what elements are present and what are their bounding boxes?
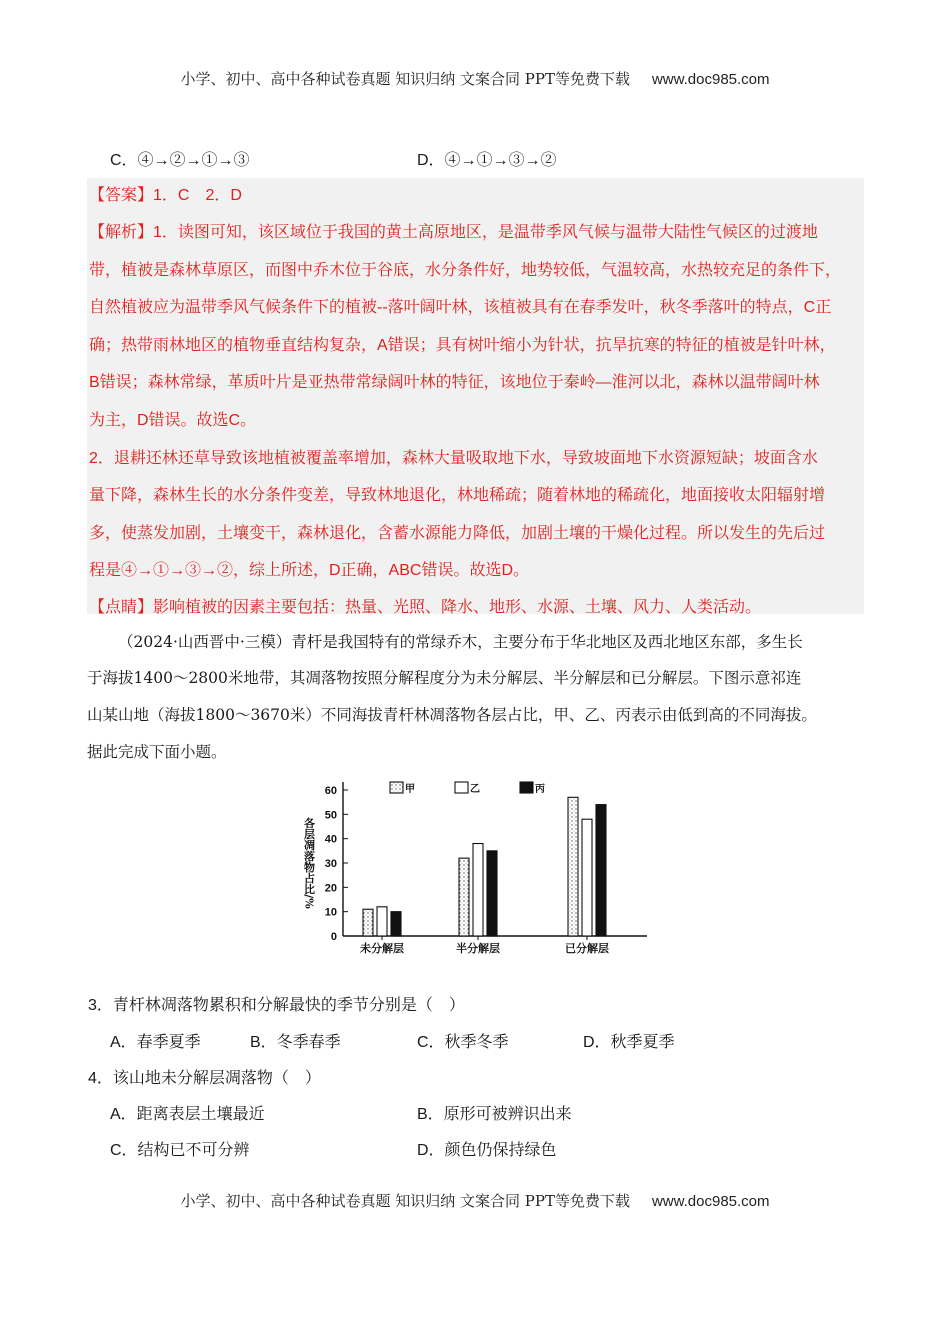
analysis-line: B错误；森林常绿，革质叶片是亚热带常绿阔叶林的特征，该地位于秦岭—淮河以北，森林以温带阔叶林 — [89, 374, 820, 391]
analysis-line: 【解析】1．读图可知，该区域位于我国的黄土高原地区，是温带季风气候与温带大陆性气候区的过渡地 — [89, 224, 818, 241]
page-footer — [0, 1190, 950, 1211]
question-4-option-d[interactable]: D．颜色仍保持绿色 — [417, 1142, 557, 1159]
bar-丙-半分解层 — [487, 851, 497, 936]
legend-swatch-甲 — [390, 782, 403, 793]
legend-swatch-丙 — [520, 782, 533, 793]
key-point-line: 【点睛】影响植被的因素主要包括：热量、光照、降水、地形、水源、土壤、风力、人类活动。 — [89, 599, 762, 616]
y-tick-label: 50 — [324, 809, 337, 822]
y-tick-label: 10 — [324, 906, 337, 919]
bar-甲-半分解层 — [459, 858, 469, 936]
footer-url[interactable]: www.doc985.com — [651, 1193, 770, 1210]
stem-line: （2024·山西晋中·三模）青杆是我国特有的常绿乔木，主要分布于华北地区及西北地区东部，多生长 — [118, 633, 803, 651]
litter-layer-chart — [295, 772, 655, 962]
question-3-option-b[interactable]: B．冬季春季 — [250, 1034, 341, 1051]
prev-option-d: D．④→①→③→② — [417, 152, 557, 169]
question-3-stem: 3．青杆林凋落物累积和分解最快的季节分别是（ ） — [88, 997, 465, 1014]
stem-line: 据此完成下面小题。 — [87, 743, 227, 761]
bar-乙-已分解层 — [582, 819, 592, 936]
question-4-option-a[interactable]: A．距离表层土壤最近 — [110, 1106, 265, 1123]
bar-甲-已分解层 — [568, 797, 578, 936]
question-3-option-c[interactable]: C．秋季冬季 — [417, 1034, 509, 1051]
bar-乙-未分解层 — [377, 907, 387, 936]
y-tick-label: 40 — [324, 833, 337, 846]
bar-丙-已分解层 — [596, 805, 606, 936]
y-axis-label: 各层凋落物占比/% — [302, 817, 316, 909]
question-4-option-b[interactable]: B．原形可被辨识出来 — [417, 1106, 572, 1123]
stem-line: 山某山地（海拔1800～3670米）不同海拔青杆林凋落物各层占比，甲、乙、丙表示由低到高的不同海拔。 — [87, 706, 817, 724]
bar-丙-未分解层 — [391, 912, 401, 936]
bar-甲-未分解层 — [363, 909, 373, 936]
answer-box — [87, 178, 864, 614]
question-4-stem: 4．该山地未分解层凋落物（ ） — [88, 1070, 321, 1087]
analysis-line: 量下降，森林生长的水分条件变差，导致林地退化，林地稀疏；随着林地的稀疏化，地面接收太阳辐射增 — [89, 487, 826, 504]
answer-line: 【答案】1．C 2．D — [89, 187, 242, 204]
prev-option-c: C．④→②→①→③ — [110, 152, 250, 169]
legend-swatch-乙 — [455, 782, 468, 793]
page-header — [0, 68, 950, 89]
y-tick-label: 20 — [324, 882, 337, 895]
analysis-line: 为主，D错误。故选C。 — [89, 412, 257, 429]
header-text: 小学、初中、高中各种试卷真题 知识归纳 文案合同 PPT等免费下载 — [180, 70, 630, 88]
question-3-option-a[interactable]: A．春季夏季 — [110, 1034, 201, 1051]
analysis-line: 多，使蒸发加剧，土壤变干，森林退化，含蓄水源能力降低，加剧土壤的干燥化过程。所以发生的先后过 — [89, 525, 826, 542]
analysis-line: 确；热带雨林地区的植物垂直结构复杂，A错误；具有树叶缩小为针状，抗旱抗寒的特征的植被是针叶林， — [89, 337, 836, 354]
legend-label-甲: 甲 — [405, 784, 415, 795]
y-tick-label: 0 — [330, 931, 337, 943]
x-tick-label: 未分解层 — [360, 942, 404, 955]
bar-乙-半分解层 — [473, 844, 483, 936]
analysis-line: 自然植被应为温带季风气候条件下的植被--落叶阔叶林，该植被具有在春季发叶，秋冬季落叶的特点，C正 — [89, 299, 832, 316]
y-tick-label: 30 — [324, 858, 337, 870]
analysis-line: 程是④→①→③→②，综上所述，D正确，ABC错误。故选D。 — [89, 562, 530, 579]
legend-label-乙: 乙 — [470, 784, 480, 795]
x-tick-label: 已分解层 — [565, 942, 609, 955]
analysis-line: 2．退耕还林还草导致该地植被覆盖率增加，森林大量吸取地下水，导致坡面地下水资源短缺；坡面含水 — [89, 450, 818, 467]
legend-label-丙: 丙 — [535, 784, 545, 795]
y-tick-label: 60 — [324, 785, 337, 797]
stem-line: 于海拔1400～2800米地带，其凋落物按照分解程度分为未分解层、半分解层和已分解层。下图示意祁连 — [87, 669, 802, 687]
analysis-line: 带，植被是森林草原区，而图中乔木位于谷底，水分条件好，地势较低，气温较高，水热较充足的条件下， — [89, 262, 842, 279]
footer-text: 小学、初中、高中各种试卷真题 知识归纳 文案合同 PPT等免费下载 — [180, 1192, 630, 1210]
question-3-option-d[interactable]: D．秋季夏季 — [583, 1034, 675, 1051]
question-4-option-c[interactable]: C．结构已不可分辨 — [110, 1142, 250, 1159]
x-tick-label: 半分解层 — [456, 942, 500, 955]
header-url[interactable]: www.doc985.com — [651, 71, 770, 88]
